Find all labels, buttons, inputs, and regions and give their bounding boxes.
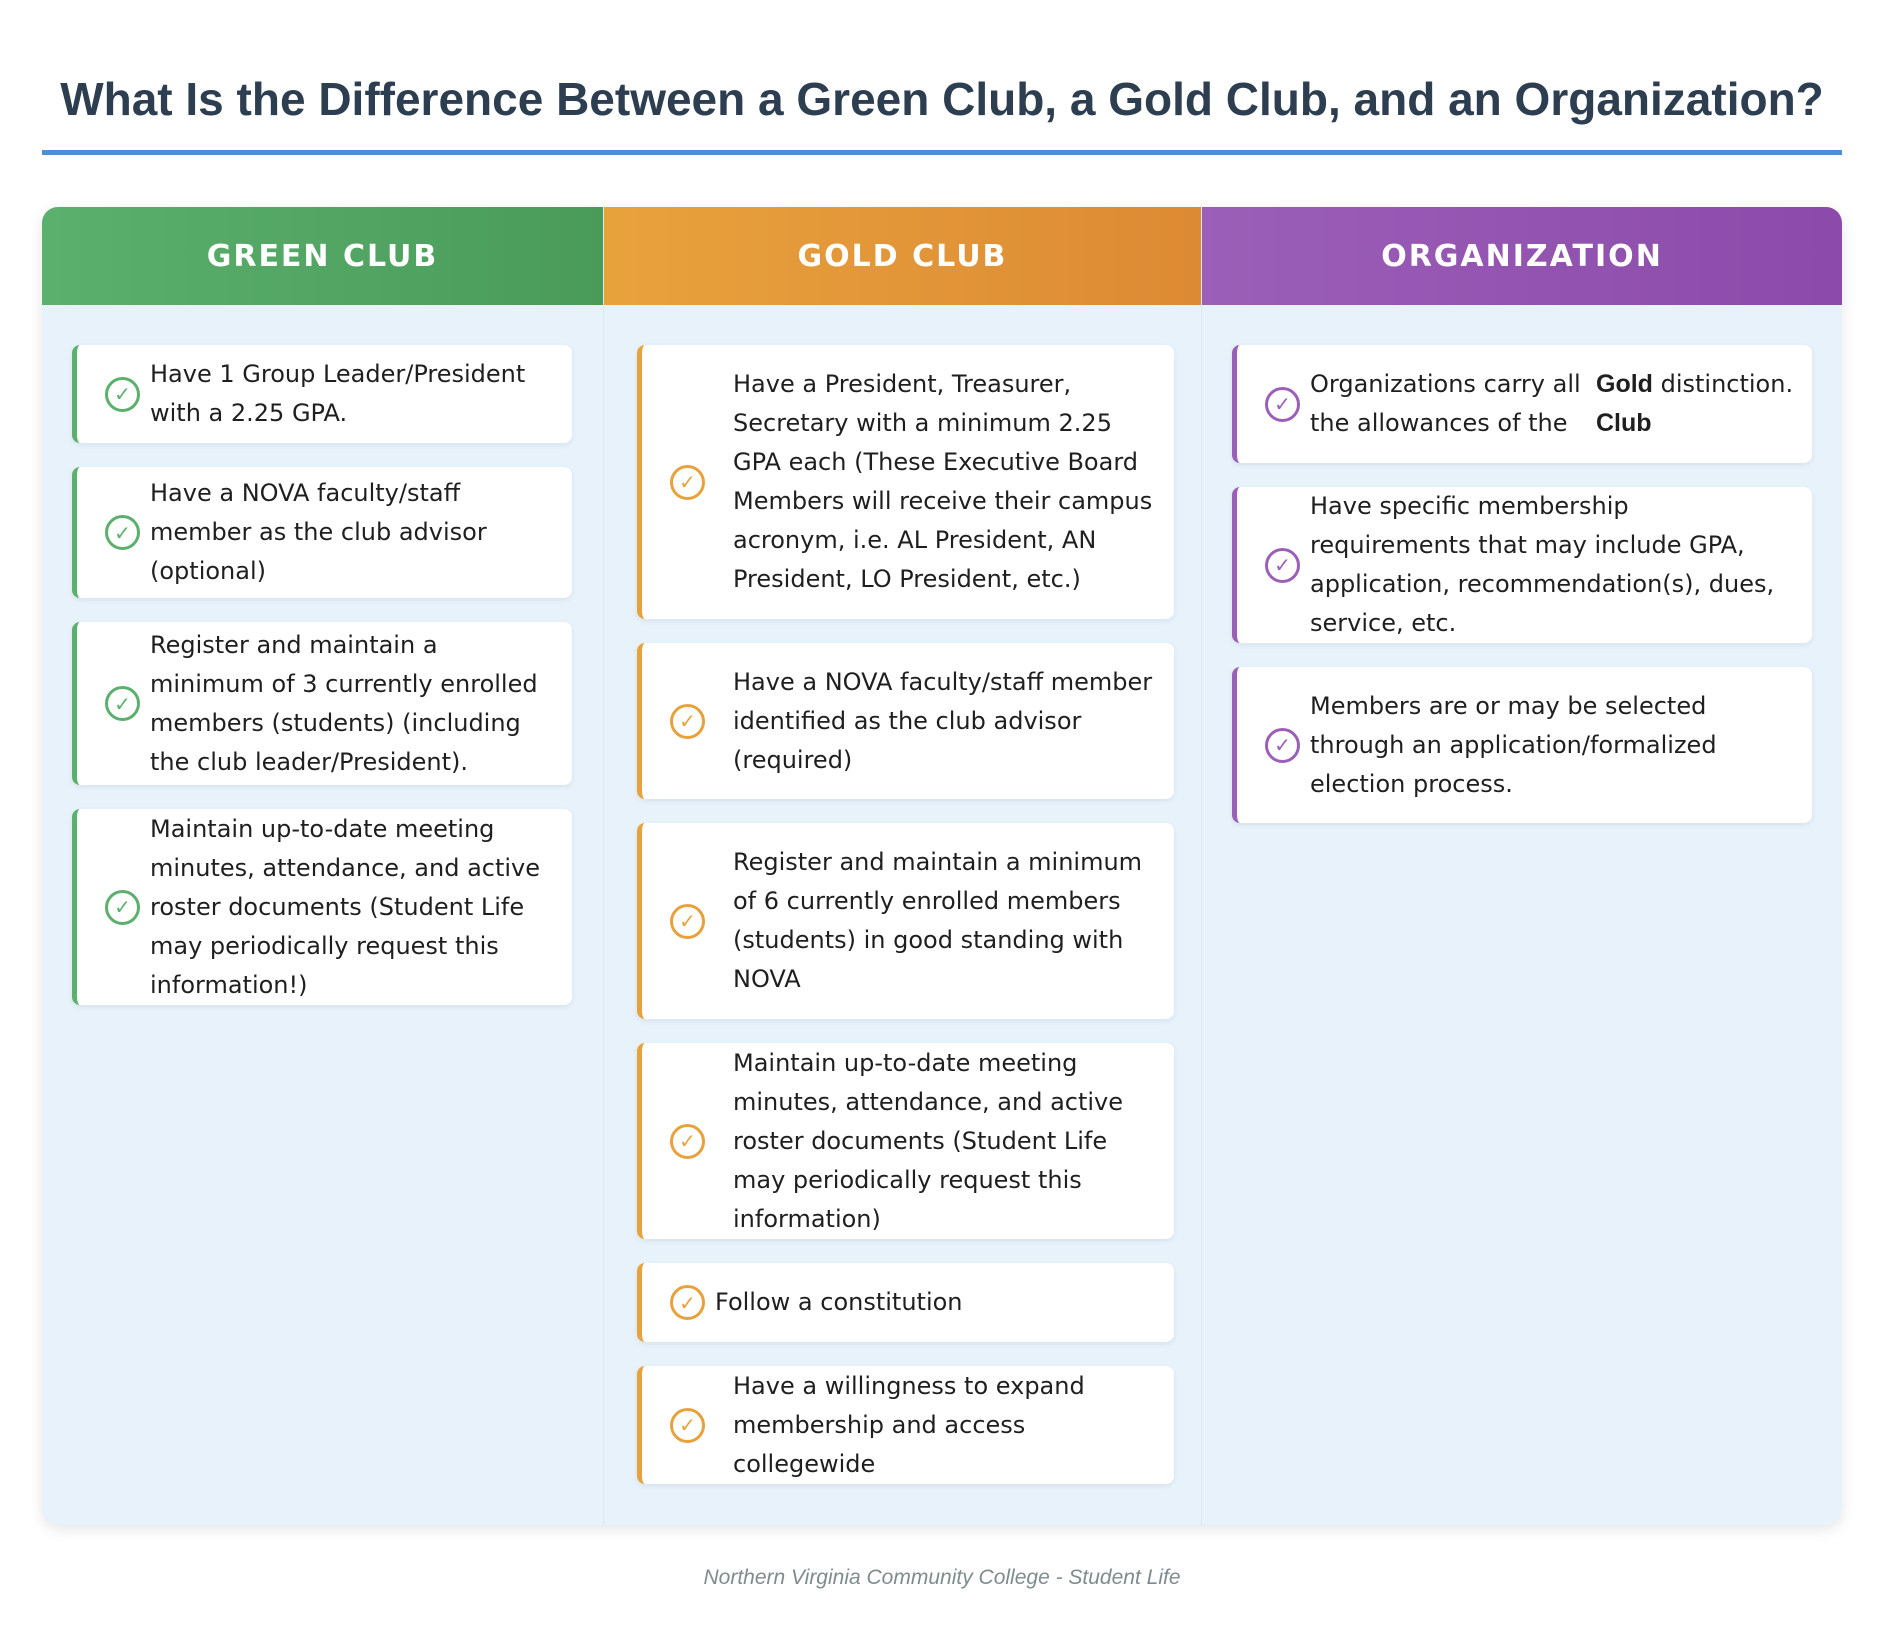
page-title: What Is the Difference Between a Green Club, a Gold Club, and an Organization?: [60, 73, 1824, 125]
title-divider: [42, 150, 1842, 155]
check-circle-icon: ✓: [1265, 387, 1300, 422]
distinction-text: distinction.: [1660, 370, 1794, 398]
requirement-text: Have a NOVA faculty/staff member identified as the club advisor (required): [733, 667, 1153, 774]
check-circle-icon: ✓: [670, 704, 705, 739]
club-emphasis: Club: [1596, 409, 1652, 437]
check-circle-icon: ✓: [105, 377, 140, 412]
check-circle-icon: ✓: [670, 1408, 705, 1443]
green-requirement-card: [72, 809, 572, 1005]
gold-club-column: [603, 207, 1202, 1525]
check-circle-icon: ✓: [105, 890, 140, 925]
gold-requirement-card: [637, 643, 1174, 799]
requirement-text: Register and maintain a minimum of 6 currently enrolled members (students) in good standing with NOVA: [733, 848, 1143, 993]
gold-requirement-card: [637, 1043, 1174, 1239]
page-footer: Northern Virginia Community College - Student Life: [703, 1566, 1181, 1589]
requirement-text: [1310, 365, 1826, 443]
requirement-text: Have specific membership requirements that may include GPA, application, recommendation(s), dues, service, etc.: [1310, 492, 1775, 637]
green-club-column: [42, 207, 603, 1525]
requirement-text-part: [1596, 365, 1826, 443]
green-requirement-card: [72, 467, 572, 598]
check-circle-icon: ✓: [670, 1124, 705, 1159]
gold-requirement-card: [637, 1263, 1174, 1342]
organization-column: [1202, 207, 1842, 1525]
requirement-text-part: Organizations carry all the allowances of the: [1310, 370, 1581, 437]
requirement-text: Maintain up-to-date meeting minutes, attendance, and active roster documents (Student Life may periodically request this information): [733, 1048, 1124, 1233]
gold-requirement-card: [637, 345, 1174, 619]
requirement-text: Maintain up-to-date meeting minutes, attendance, and active roster documents (Student Life may periodically request this information!): [150, 814, 541, 999]
gold-club-header: GOLD CLUB: [604, 207, 1201, 305]
check-circle-icon: ✓: [670, 1285, 705, 1320]
gold-requirement-card: [637, 1366, 1174, 1484]
green-requirement-card: [72, 345, 572, 443]
organization-header: ORGANIZATION: [1202, 207, 1842, 305]
check-circle-icon: ✓: [1265, 548, 1300, 583]
check-circle-icon: ✓: [105, 686, 140, 721]
check-circle-icon: ✓: [105, 515, 140, 550]
requirement-text: Follow a constitution: [715, 1288, 963, 1316]
requirement-text: Have a willingness to expand membership and access collegewide: [733, 1371, 1085, 1478]
requirement-text: Have a President, Treasurer, Secretary with a minimum 2.25 GPA each (These Executive Board Members will receive their campus acronym, i.e. AL President, AN President, LO President, etc.): [733, 370, 1153, 593]
gold-emphasis: Gold: [1596, 370, 1653, 398]
requirement-text: Members are or may be selected through an application/formalized election process.: [1310, 691, 1717, 798]
organization-requirement-card: [1232, 487, 1812, 643]
check-circle-icon: ✓: [670, 904, 705, 939]
requirement-text: Register and maintain a minimum of 3 currently enrolled members (students) (including the club leader/President).: [150, 630, 538, 776]
check-circle-icon: ✓: [1265, 728, 1300, 763]
organization-requirement-card: [1232, 345, 1812, 463]
green-requirement-card: [72, 622, 572, 785]
green-club-header: GREEN CLUB: [42, 207, 603, 305]
check-circle-icon: ✓: [670, 465, 705, 500]
gold-requirement-card: [637, 823, 1174, 1019]
requirement-text: Have a NOVA faculty/staff member as the club advisor (optional): [150, 479, 487, 585]
requirement-text: Have 1 Group Leader/President with a 2.25 GPA.: [150, 360, 526, 427]
organization-requirement-card: [1232, 667, 1812, 823]
comparison-table: [42, 207, 1842, 1525]
